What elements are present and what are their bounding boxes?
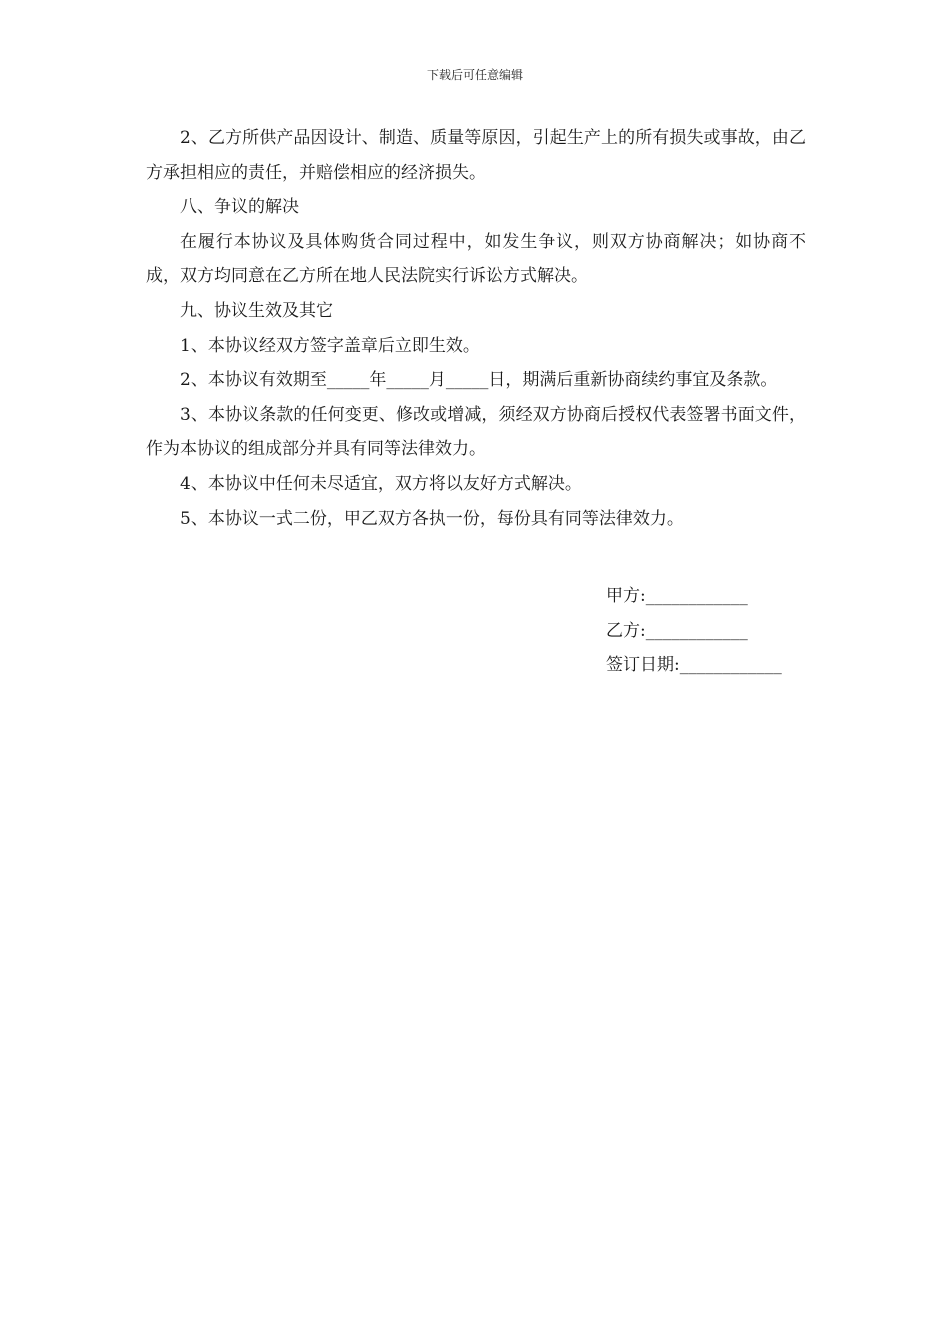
section-heading-effectiveness: 九、协议生效及其它 bbox=[180, 300, 333, 321]
clause-effective-upon-signing: 1、本协议经双方签字盖章后立即生效。 bbox=[180, 335, 480, 356]
sign-date-line: 签订日期:____________ bbox=[606, 655, 782, 676]
clause-copies: 5、本协议一式二份，甲乙双方各执一份，每份具有同等法律效力。 bbox=[180, 508, 684, 529]
clause-amendments: 3、本协议条款的任何变更、修改或增减，须经双方协商后授权代表签署书面文件，作为本协议的组成部分并具有同等法律效力。 bbox=[146, 404, 806, 460]
contract-body bbox=[146, 121, 806, 536]
clause-product-liability: 2、乙方所供产品因设计、制造、质量等原因，引起生产上的所有损失或事故，由乙方承担相应的责任，并赔偿相应的经济损失。 bbox=[146, 128, 806, 183]
clause-dispute-resolution: 在履行本协议及具体购货合同过程中，如发生争议，则双方协商解决；如协商不成，双方均同意在乙方所在地人民法院实行诉讼方式解决。 bbox=[146, 231, 806, 287]
clause-unresolved-matters: 4、本协议中任何未尽适宜，双方将以友好方式解决。 bbox=[180, 473, 582, 494]
section-heading-dispute: 八、争议的解决 bbox=[180, 197, 299, 218]
party-a-signature-line: 甲方:____________ bbox=[606, 586, 748, 606]
clause-validity-period: 2、本协议有效期至_____年_____月_____日，期满后重新协商续约事宜及条款。 bbox=[180, 370, 778, 391]
page-header-note: 下载后可任意编辑 bbox=[426, 68, 523, 82]
signature-block bbox=[606, 579, 782, 683]
party-b-signature-line: 乙方:____________ bbox=[606, 620, 748, 641]
